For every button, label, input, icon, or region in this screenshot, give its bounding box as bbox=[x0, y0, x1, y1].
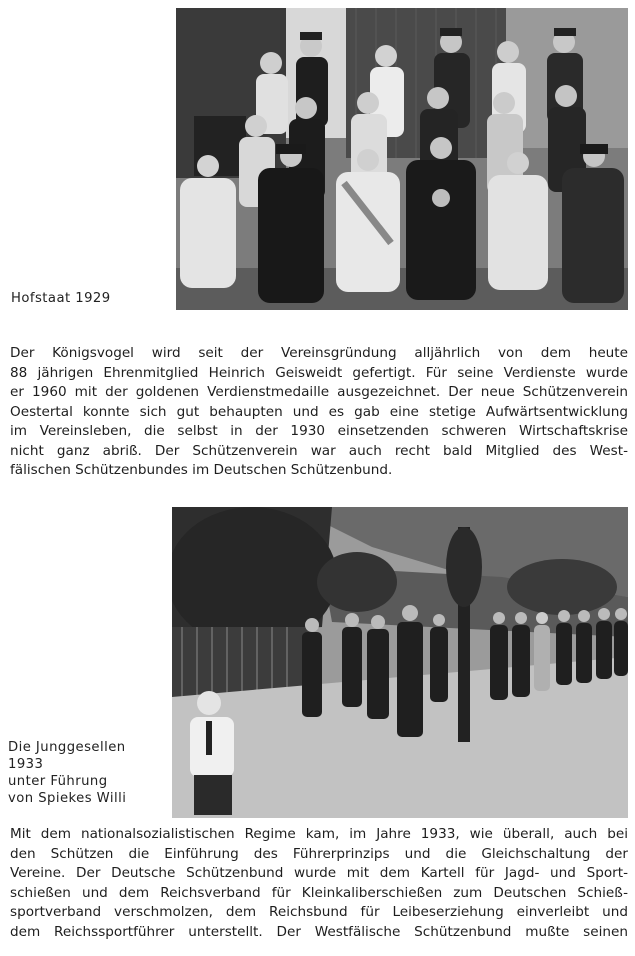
text-line: den Schützen die Einführung des Führerprinzips und die Gleichschaltung der bbox=[10, 845, 628, 862]
text-line: Oestertal konnte sich gut behaupten und es gab eine stetige Aufwärtsentwicklung bbox=[10, 403, 628, 420]
text-line: Vereine. Der Deutsche Schützenbund wurde mit dem Kartell für Jagd- und Sport- bbox=[10, 865, 628, 881]
text-line: Mit dem nationalsozialistischen Regime kam, im Jahre 1933, wie überall, auch bei bbox=[10, 826, 628, 842]
parade-photo-junggesellen bbox=[172, 507, 628, 818]
text-line: fälischen Schützenbundes im Deutschen Schützenbund. bbox=[10, 462, 393, 478]
group-photo-hofstaat bbox=[176, 8, 628, 310]
text-line: sportverband verschmolzen, dem Reichsbund für Leibeserziehung einverleibt und bbox=[10, 904, 628, 920]
text-line: schießen und dem Reichsverband für Kleinkaliberschießen zum Deutschen Schieß- bbox=[10, 884, 628, 901]
text-line: er 1960 mit der goldenen Verdienstmedaille ausgezeichnet. Der neue Schützenverein bbox=[10, 384, 628, 400]
photo-caption-junggesellen bbox=[8, 739, 126, 807]
body-paragraph-1 bbox=[10, 344, 628, 481]
text-line: 88 jährigen Ehrenmitglied Heinrich Geisweidt gefertigt. Für seine Verdienste wurde bbox=[10, 364, 628, 381]
text-line: dem Reichssportführer unterstellt. Der Westfälische Schützenbund mußte seinen bbox=[10, 923, 628, 940]
body-paragraph-2 bbox=[10, 825, 628, 942]
caption-line: unter Führung bbox=[8, 774, 108, 789]
text-line: Der Königsvogel wird seit der Vereinsgründung alljährlich von dem heute bbox=[10, 345, 628, 361]
text-line: im Vereinsleben, die selbst in der 1930 einsetzenden schweren Wirtschaftskrise bbox=[10, 423, 628, 439]
photo-caption-hofstaat: Hofstaat 1929 bbox=[11, 291, 111, 306]
caption-line: 1933 bbox=[8, 757, 44, 772]
text-line: nicht ganz abriß. Der Schützenverein war auch recht bald Mitglied des West- bbox=[10, 442, 628, 459]
caption-line: von Spiekes Willi bbox=[8, 791, 127, 806]
caption-line: Die Junggesellen bbox=[8, 740, 126, 755]
